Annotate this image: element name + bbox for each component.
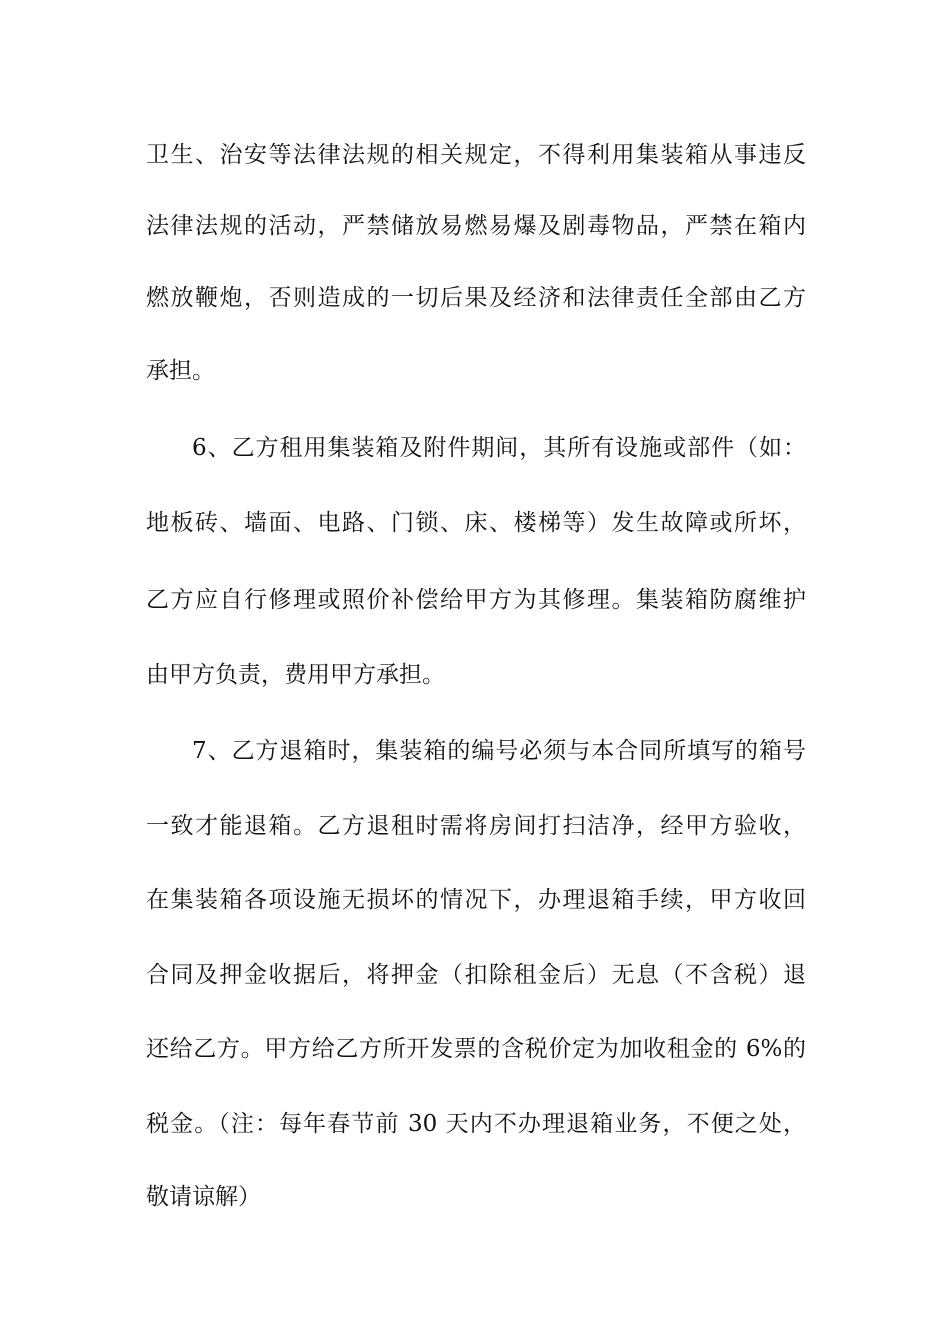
text-line: 地板砖、墙面、电路、门锁、床、楼梯等）发生故障或所坏， (146, 510, 806, 536)
text-line: 在集装箱各项设施无损坏的情况下，办理退箱手续，甲方收回 (146, 887, 806, 913)
text-line: 一致才能退箱。乙方退租时需将房间打扫洁净，经甲方验收， (146, 813, 806, 839)
text-line: 承担。 (146, 358, 215, 384)
text-line: 卫生、治安等法律法规的相关规定，不得利用集装箱从事违反 (146, 142, 806, 168)
text-line: 敬请谅解） (146, 1184, 261, 1210)
text-line: 乙方应自行修理或照价补偿给甲方为其修理。集装箱防腐维护 (146, 587, 806, 613)
text-line: 还给乙方。甲方给乙方所开发票的含税价定为加收租金的 6%的 (146, 1036, 806, 1062)
text-line: 法律法规的活动，严禁储放易燃易爆及剧毒物品，严禁在箱内 (146, 213, 806, 239)
clause-7-heading-line: 7、乙方退箱时，集装箱的编号必须与本合同所填写的箱号 (192, 738, 806, 764)
text-line: 燃放鞭炮，否则造成的一切后果及经济和法律责任全部由乙方 (146, 285, 806, 311)
text-line: 由甲方负责，费用甲方承担。 (146, 662, 445, 688)
text-line: 税金。（注：每年春节前 30 天内不办理退箱业务，不便之处， (146, 1111, 806, 1137)
clause-6-heading-line: 6、乙方租用集装箱及附件期间，其所有设施或部件（如： (192, 435, 806, 461)
text-line: 合同及押金收据后，将押金（扣除租金后）无息（不含税）退 (146, 962, 806, 988)
